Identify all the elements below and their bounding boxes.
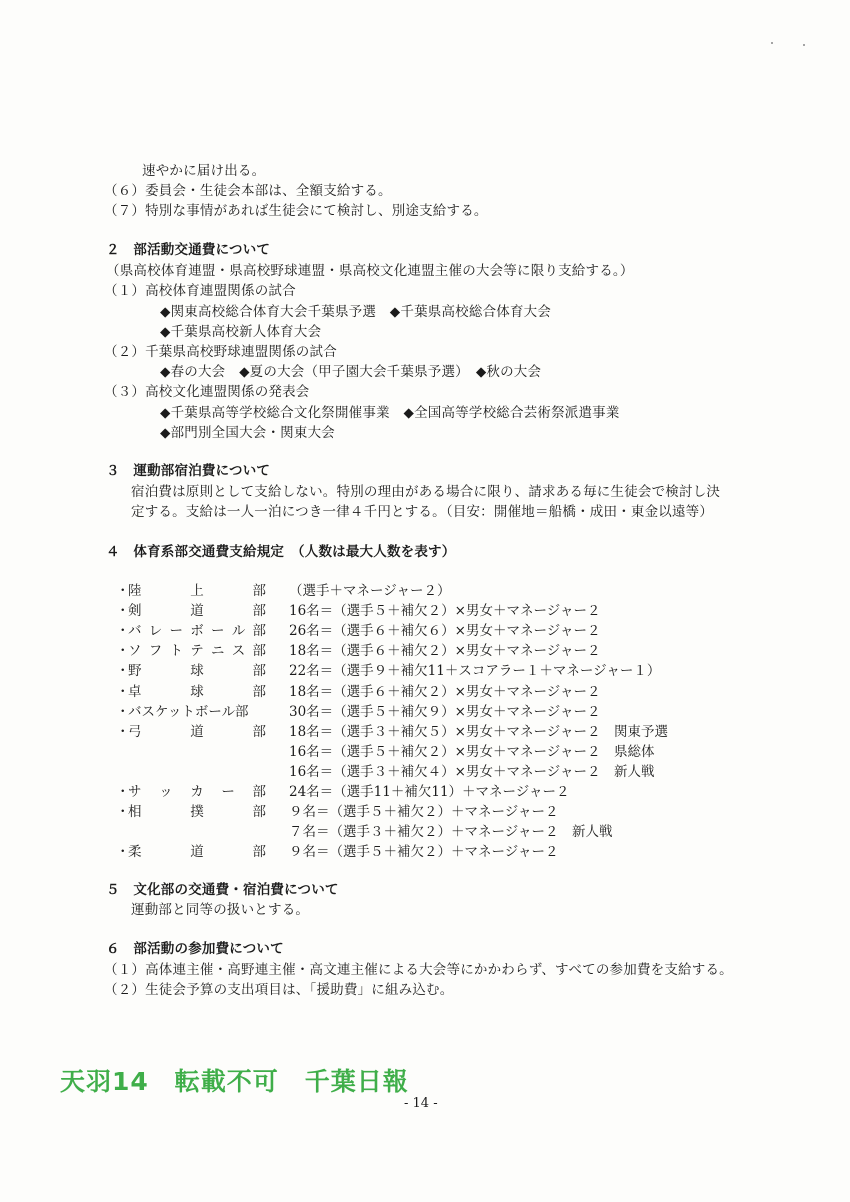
- club-name-char: 部: [252, 603, 266, 619]
- club-name-char: テ: [190, 643, 204, 659]
- club-allowance: 18名＝（選手３＋補欠５）×男女＋マネージャー２ 関東予選: [289, 724, 668, 740]
- club-allowance: 22名＝（選手９＋補欠11＋スコアラー１＋マネージャー１）: [289, 663, 661, 679]
- club-name-char: ル: [231, 623, 246, 639]
- list-subitem: ◆春の大会 ◆夏の大会（甲子園大会千葉県予選） ◆秋の大会: [160, 364, 542, 380]
- club-name-char: 卓: [128, 684, 142, 700]
- club-name-char: レ: [148, 623, 163, 639]
- club-bullet: ・: [116, 684, 130, 700]
- club-name-char: ー: [221, 784, 235, 800]
- section-heading: ３ 運動部宿泊費について: [106, 463, 271, 479]
- club-bullet: ・: [116, 724, 130, 740]
- club-name-char: 部: [252, 784, 266, 800]
- list-subitem: ◆関東高校総合体育大会千葉県予選 ◆千葉県高校総合体育大会: [160, 304, 552, 320]
- club-bullet: ・: [116, 704, 130, 720]
- club-name-char: 相: [128, 804, 142, 820]
- club-name-char: ー: [169, 623, 183, 639]
- club-name-char: 上: [190, 583, 204, 599]
- club-name-char: 道: [190, 603, 204, 619]
- section-heading: ５ 文化部の交通費・宿泊費について: [106, 882, 339, 898]
- club-name-char: 部: [252, 684, 266, 700]
- club-name-char: 野: [128, 663, 142, 679]
- club-name-char: ス: [231, 643, 246, 659]
- club-allowance: 24名＝（選手11＋補欠11）＋マネージャー２: [289, 784, 570, 800]
- list-subitem: ◆千葉県高校新人体育大会: [160, 324, 322, 340]
- body-line: 宿泊費は原則として支給しない。特別の理由がある場合に限り、請求ある毎に生徒会で検討し決: [131, 484, 721, 500]
- club-allowance: ９名＝（選手５＋補欠２）＋マネージャー２: [289, 804, 559, 820]
- club-allowance: 16名＝（選手３＋補欠４）×男女＋マネージャー２ 新人戦: [289, 764, 655, 780]
- club-name-char: カ: [190, 784, 204, 800]
- club-name-char: ニ: [211, 643, 225, 659]
- club-name-char: 部: [252, 623, 266, 639]
- club-allowance: 26名＝（選手６＋補欠６）×男女＋マネージャー２: [289, 623, 601, 639]
- club-allowance: ９名＝（選手５＋補欠２）＋マネージャー２: [289, 844, 559, 860]
- club-name-char: 球: [190, 663, 204, 679]
- list-item: （７）特別な事情があれば生徒会にて検討し、別途支給する。: [104, 203, 488, 219]
- watermark: 天羽14 転載不可 千葉日報: [60, 1067, 409, 1096]
- club-name-char: ー: [211, 623, 225, 639]
- club-name-char: 部: [252, 663, 266, 679]
- list-item: （１）高校体育連盟関係の試合: [104, 283, 296, 299]
- club-name-char: 陸: [128, 583, 142, 599]
- club-name-char: ッ: [159, 784, 173, 800]
- club-name-char: フ: [148, 643, 163, 659]
- section-heading: ４ 体育系部交通費支給規定 （人数は最大人数を表す）: [106, 544, 456, 560]
- club-name-char: サ: [128, 784, 142, 800]
- club-name-char: 柔: [128, 844, 142, 860]
- club-bullet: ・: [116, 663, 130, 679]
- club-allowance: 16名＝（選手５＋補欠２）×男女＋マネージャー２: [289, 603, 601, 619]
- club-name-char: 部: [252, 583, 266, 599]
- section-note: （県高校体育連盟・県高校野球連盟・県高校文化連盟主催の大会等に限り支給する。）: [106, 263, 634, 279]
- club-name-char: バスケットボール部: [128, 704, 249, 720]
- club-bullet: ・: [116, 844, 130, 860]
- club-bullet: ・: [116, 784, 130, 800]
- body-line: 定する。支給は一人一泊につき一律４千円とする。（目安：開催地＝船橋・成田・東金以遠等）: [131, 504, 714, 520]
- club-bullet: ・: [116, 603, 130, 619]
- club-name-char: 撲: [190, 804, 204, 820]
- club-name-char: バ: [128, 623, 142, 639]
- scan-speck: [771, 42, 773, 44]
- club-name-char: 剣: [128, 603, 142, 619]
- club-name-char: ボ: [190, 623, 204, 639]
- club-name-char: 道: [190, 844, 204, 860]
- club-name-char: 部: [252, 724, 266, 740]
- scan-speck: [803, 44, 805, 46]
- section-heading: ２ 部活動交通費について: [106, 242, 271, 258]
- body-line: 運動部と同等の扱いとする。: [131, 902, 310, 918]
- club-name-char: 道: [190, 724, 204, 740]
- club-allowance: 18名＝（選手６＋補欠２）×男女＋マネージャー２: [289, 643, 601, 659]
- club-bullet: ・: [116, 623, 130, 639]
- club-allowance: （選手＋マネージャー２）: [289, 583, 451, 599]
- club-name-char: 部: [252, 643, 266, 659]
- list-item: （６）委員会・生徒会本部は、全額支給する。: [104, 183, 392, 199]
- club-name-char: ソ: [128, 643, 142, 659]
- club-name-char: 部: [252, 804, 266, 820]
- club-bullet: ・: [116, 583, 130, 599]
- club-allowance: ７名＝（選手３＋補欠２）＋マネージャー２ 新人戦: [289, 824, 613, 840]
- club-name-char: ト: [169, 643, 183, 659]
- list-subitem: ◆千葉県高等学校総合文化祭開催事業 ◆全国高等学校総合芸術祭派遣事業: [160, 405, 620, 421]
- club-bullet: ・: [116, 643, 130, 659]
- list-item: （２）千葉県高校野球連盟関係の試合: [104, 344, 337, 360]
- club-allowance: 18名＝（選手６＋補欠２）×男女＋マネージャー２: [289, 684, 601, 700]
- list-subitem: ◆部門別全国大会・関東大会: [160, 425, 335, 441]
- list-item: （２）生徒会予算の支出項目は、「援助費」に組み込む。: [104, 982, 454, 998]
- club-bullet: ・: [116, 804, 130, 820]
- list-item: （１）高体連主催・高野連主催・高文連主催による大会等にかかわらず、すべての参加費を支給する。: [104, 962, 733, 978]
- club-allowance: 30名＝（選手５＋補欠９）×男女＋マネージャー２: [289, 704, 601, 720]
- club-name-char: 球: [190, 684, 204, 700]
- club-name-char: 部: [252, 844, 266, 860]
- club-allowance: 16名＝（選手５＋補欠２）×男女＋マネージャー２ 県総体: [289, 744, 655, 760]
- club-name-char: 弓: [128, 724, 142, 740]
- body-line: 速やかに届け出る。: [142, 163, 266, 179]
- page-number: - 14 -: [404, 1096, 438, 1111]
- list-item: （３）高校文化連盟関係の発表会: [104, 384, 310, 400]
- section-heading: ６ 部活動の参加費について: [106, 941, 284, 957]
